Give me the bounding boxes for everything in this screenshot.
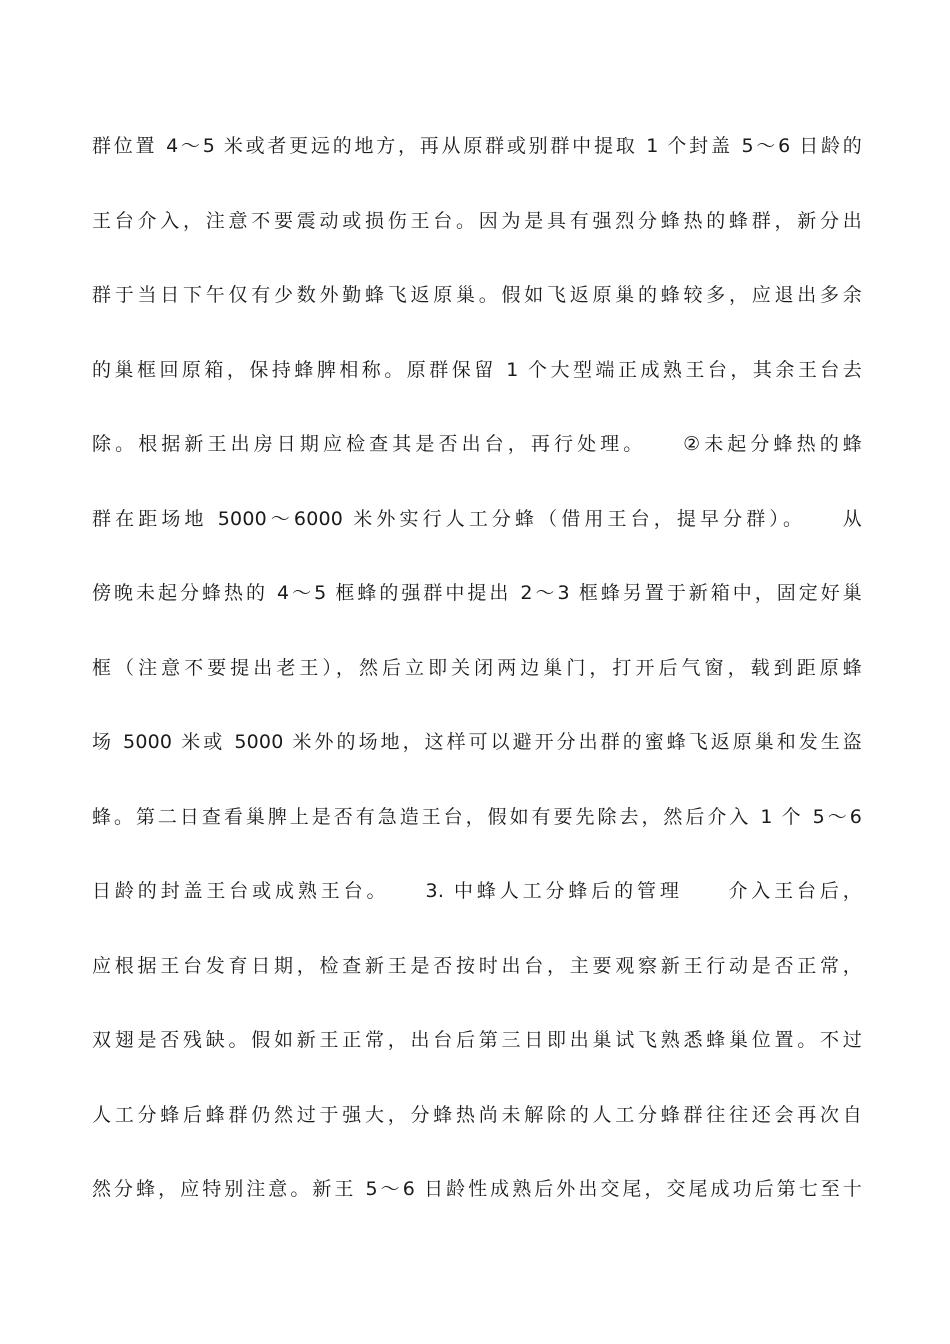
text-line-4: 的巢框回原箱，保持蜂脾相称。原群保留 1 个大型端正成熟王台，其余王台去 [92, 358, 862, 381]
text-line-6: 群在距场地 5000～6000 米外实行人工分蜂（借用王台，提早分群）。 从 [92, 507, 862, 530]
text-line-7: 傍晚未起分蜂热的 4～5 框蜂的强群中提出 2～3 框蜂另置于新箱中，固定好巢 [92, 582, 862, 604]
text-line-2: 王台介入，注意不要震动或损伤王台。因为是具有强烈分蜂热的蜂群，新分出 [92, 209, 862, 232]
text-line-8: 框（注意不要提出老王），然后立即关闭两边巢门，打开后气窗，载到距原蜂 [92, 656, 862, 679]
text-line-13: 双翅是否残缺。假如新王正常，出台后第三日即出巢试飞熟悉蜂巢位置。不过 [92, 1029, 862, 1051]
text-line-5: 除。根据新王出房日期应检查其是否出台，再行处理。 ②未起分蜂热的蜂 [92, 433, 862, 455]
text-line-14: 人工分蜂后蜂群仍然过于强大，分蜂热尚未解除的人工分蜂群往往还会再次自 [92, 1103, 862, 1126]
text-line-1: 群位置 4～5 米或者更远的地方，再从原群或别群中提取 1 个封盖 5～6 日龄的 [92, 135, 862, 157]
text-line-11: 日龄的封盖王台或成熟王台。 3. 中蜂人工分蜂后的管理 介入王台后， [92, 880, 862, 902]
text-line-12: 应根据王台发育日期，检查新王是否按时出台，主要观察新王行动是否正常， [92, 954, 862, 977]
text-line-10: 蜂。第二日查看巢脾上是否有急造王台，假如有要先除去，然后介入 1 个 5～6 [92, 805, 862, 828]
document-body [92, 131, 862, 1249]
text-line-3: 群于当日下午仅有少数外勤蜂飞返原巢。假如飞返原巢的蜂较多，应退出多余 [92, 284, 862, 306]
text-line-15: 然分蜂，应特别注意。新王 5～6 日龄性成熟后外出交尾，交尾成功后第七至十 [92, 1178, 862, 1200]
text-line-9: 场 5000 米或 5000 米外的场地，这样可以避开分出群的蜜蜂飞返原巢和发生盗 [92, 731, 862, 753]
